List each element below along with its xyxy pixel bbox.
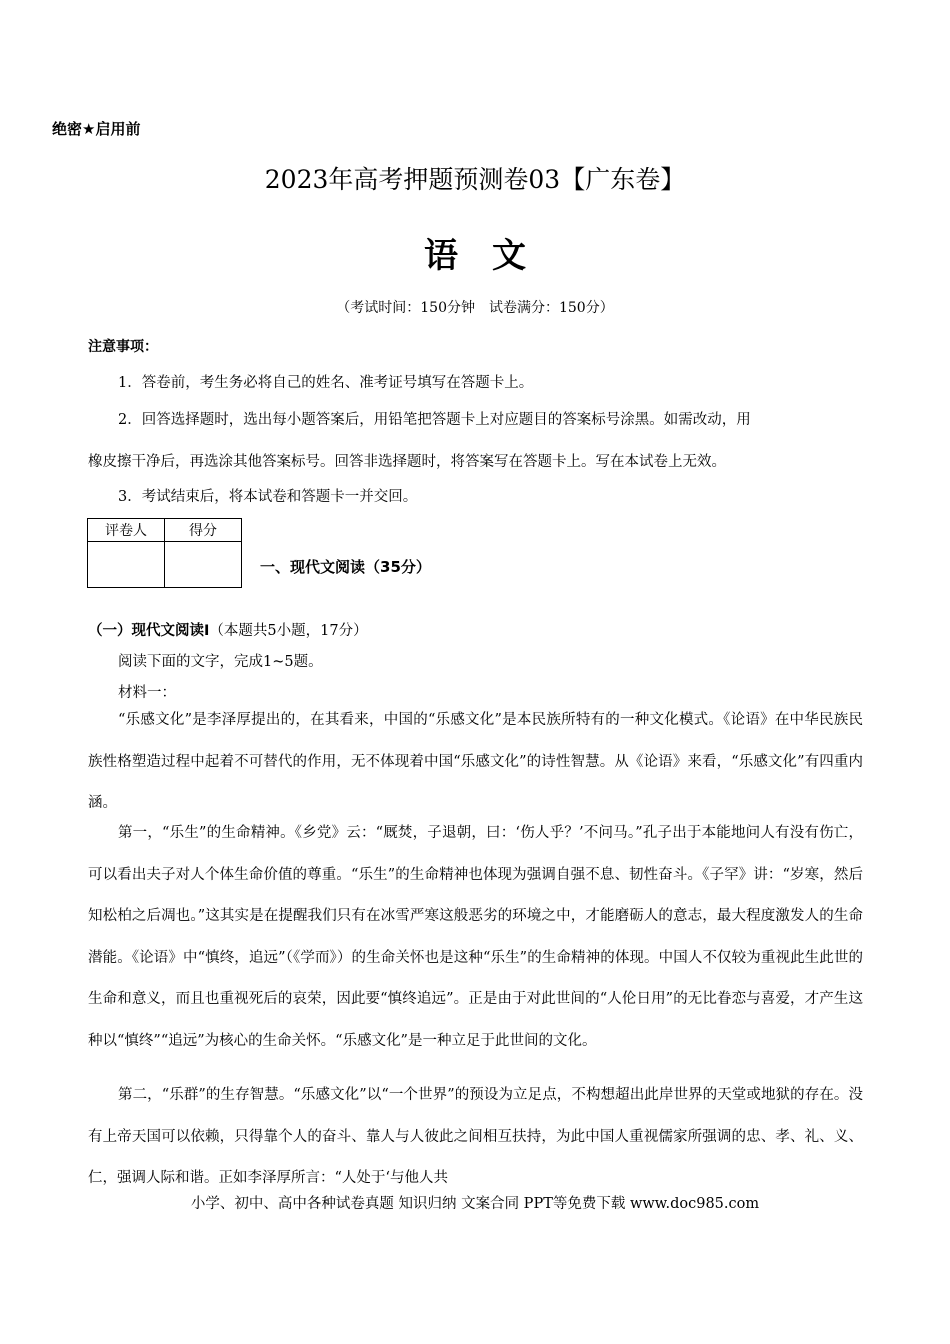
score-table (87, 518, 242, 588)
score-header: 得分 (165, 519, 242, 542)
part-label: （一）现代文阅读Ⅰ (88, 623, 210, 639)
exam-info: （考试时间：150分钟 试卷满分：150分） (336, 300, 614, 316)
paragraph: 第二，“乐群”的生存智慧。“乐感文化”以“一个世界”的预设为立足点，不构想超出此岸世界的天堂或地狱的存在。没有上帝天国可以依赖，只得靠个人的奋斗、靠人与人彼此之间相互扶持，为此中国人重视儒家所强调的忠、孝、礼、义、仁，强调人际和谐。正如李泽厚所言：“人处于‘与他人共 (88, 1087, 863, 1186)
notes-title: 注意事项： (88, 339, 158, 355)
secret-mark: 绝密★启用前 (52, 120, 141, 138)
subject-title: 语文 (424, 236, 560, 276)
footer: 小学、初中、高中各种试卷真题 知识归纳 文案合同 PPT等免费下载 www.doc985.com (190, 1196, 760, 1212)
instruction: 阅读下面的文字，完成1~5题。 (118, 654, 323, 670)
material-label: 材料一： (118, 685, 176, 701)
part-detail: （本题共5小题，17分） (209, 623, 368, 639)
paragraph: “乐感文化”是李泽厚提出的，在其看来，中国的“乐感文化”是本民族所特有的一种文化模式。《论语》在中华民族民族性格塑造过程中起着不可替代的作用，无不体现着中国“乐感文化”的诗性智慧。从《论语》来看，“乐感文化”有四重内涵。 (88, 712, 863, 811)
note-item: 3．考试结束后，将本试卷和答题卡一并交回。 (118, 489, 418, 505)
grader-header: 评卷人 (88, 519, 165, 542)
paragraph: 第一，“乐生”的生命精神。《乡党》云：“厩焚，子退朝，曰：‘伤人乎？’不问马。”孔子出于本能地问人有没有伤亡，可以看出夫子对人个体生命价值的尊重。“乐生”的生命精神也体现为强调自强不息、韧性奋斗。《子罕》讲：“岁寒，然后知松柏之后凋也。”这其实是在提醒我们只有在冰雪严寒这般恶劣的环境之中，才能磨砺人的意志，最大程度激发人的生命潜能。《论语》中“慎终，追远”（《学而》）的生命关怀也是这种“乐生”的生命精神的体现。中国人不仅较为重视此生此世的生命和意义，而且也重视死后的哀荣，因此要“慎终追远”。正是由于对此世间的“人伦日用”的无比眷恋与喜爱，才产生这种以“慎终”“追远”为核心的生命关怀。“乐感文化”是一种立足于此世间的文化。 (88, 825, 863, 1049)
note-item: 2．回答选择题时，选出每小题答案后，用铅笔把答题卡上对应题目的答案标号涂黑。如需改动，用 (118, 412, 751, 428)
note-item: 1．答卷前，考生务必将自己的姓名、准考证号填写在答题卡上。 (118, 375, 534, 391)
score-cell (165, 542, 242, 588)
note-item-continued: 橡皮擦干净后，再选涂其他答案标号。回答非选择题时，将答案写在答题卡上。写在本试卷上无效。 (88, 454, 726, 470)
section-title: 一、现代文阅读（35分） (260, 558, 431, 576)
grader-cell (88, 542, 165, 588)
exam-title: 2023年高考押题预测卷03【广东卷】 (264, 165, 686, 194)
part-title (88, 619, 368, 640)
